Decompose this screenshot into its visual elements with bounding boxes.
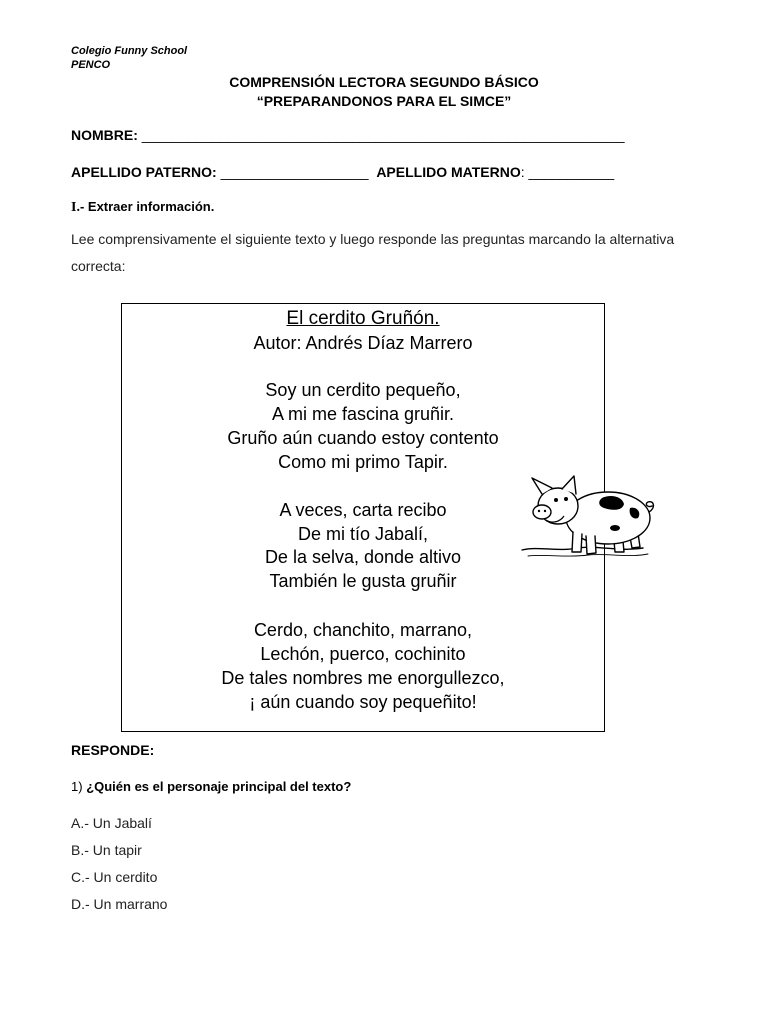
apellido-paterno-label: APELLIDO PATERNO: [71, 164, 217, 180]
poem-line: ¡ aún cuando soy pequeñito! [249, 692, 477, 712]
poem-line: Lechón, puerco, cochinito [260, 644, 466, 664]
apellidos-field [71, 164, 614, 180]
document-title: COMPRENSIÓN LECTORA SEGUNDO BÁSICO [229, 74, 539, 90]
poem-line: De tales nombres me enorgullezco, [221, 668, 505, 688]
school-city: PENCO [71, 59, 111, 71]
instructions: Lee comprensivamente el siguiente texto y luego responde las preguntas marcando la alternativa correcta: [71, 231, 675, 274]
poem-line: De mi tío Jabalí, [297, 524, 429, 544]
poem-line: Cerdo, chanchito, marrano, [253, 620, 473, 640]
poem-title: El cerdito Gruñón. [286, 308, 440, 329]
document-subtitle: “PREPARANDONOS PARA EL SIMCE” [256, 93, 512, 109]
section-number: I. [71, 200, 80, 215]
section-heading [71, 199, 214, 216]
poem-line: También le gusta gruñir [269, 571, 457, 591]
respond-heading: RESPONDE: [71, 742, 155, 758]
option-a[interactable]: A.- Un Jabalí [71, 815, 152, 831]
school-name: Colegio Funny School [71, 45, 188, 57]
apellido-materno-blank: ___________ [528, 164, 615, 180]
school-header [71, 44, 187, 72]
option-c[interactable]: C.- Un cerdito [71, 869, 158, 885]
question-text: ¿Quién es el personaje principal del texto? [86, 779, 352, 794]
question-number: 1) [71, 779, 83, 794]
apellido-materno-colon: : [520, 164, 525, 180]
nombre-field [71, 127, 625, 143]
poem-line: De la selva, donde altivo [264, 547, 462, 567]
option-b[interactable]: B.- Un tapir [71, 842, 142, 858]
nombre-label: NOMBRE: [71, 127, 138, 143]
section-title: - Extraer información. [79, 199, 215, 214]
question-1 [71, 779, 351, 794]
poem-line: Soy un cerdito pequeño, [265, 380, 461, 400]
nombre-blank: ______________________________________________________________ [141, 127, 625, 143]
pig-illustration [518, 468, 658, 568]
poem-line: A mi me fascina gruñir. [271, 404, 455, 424]
option-d[interactable]: D.- Un marrano [71, 896, 168, 912]
poem-line: Como mi primo Tapir. [278, 452, 448, 472]
poem-author: Autor: Andrés Díaz Marrero [253, 333, 473, 353]
apellido-paterno-blank: ___________________ [220, 164, 369, 180]
poem-line: Gruño aún cuando estoy contento [227, 428, 499, 448]
poem-line: A veces, carta recibo [279, 500, 447, 520]
apellido-materno-label: APELLIDO MATERNO [376, 164, 521, 180]
